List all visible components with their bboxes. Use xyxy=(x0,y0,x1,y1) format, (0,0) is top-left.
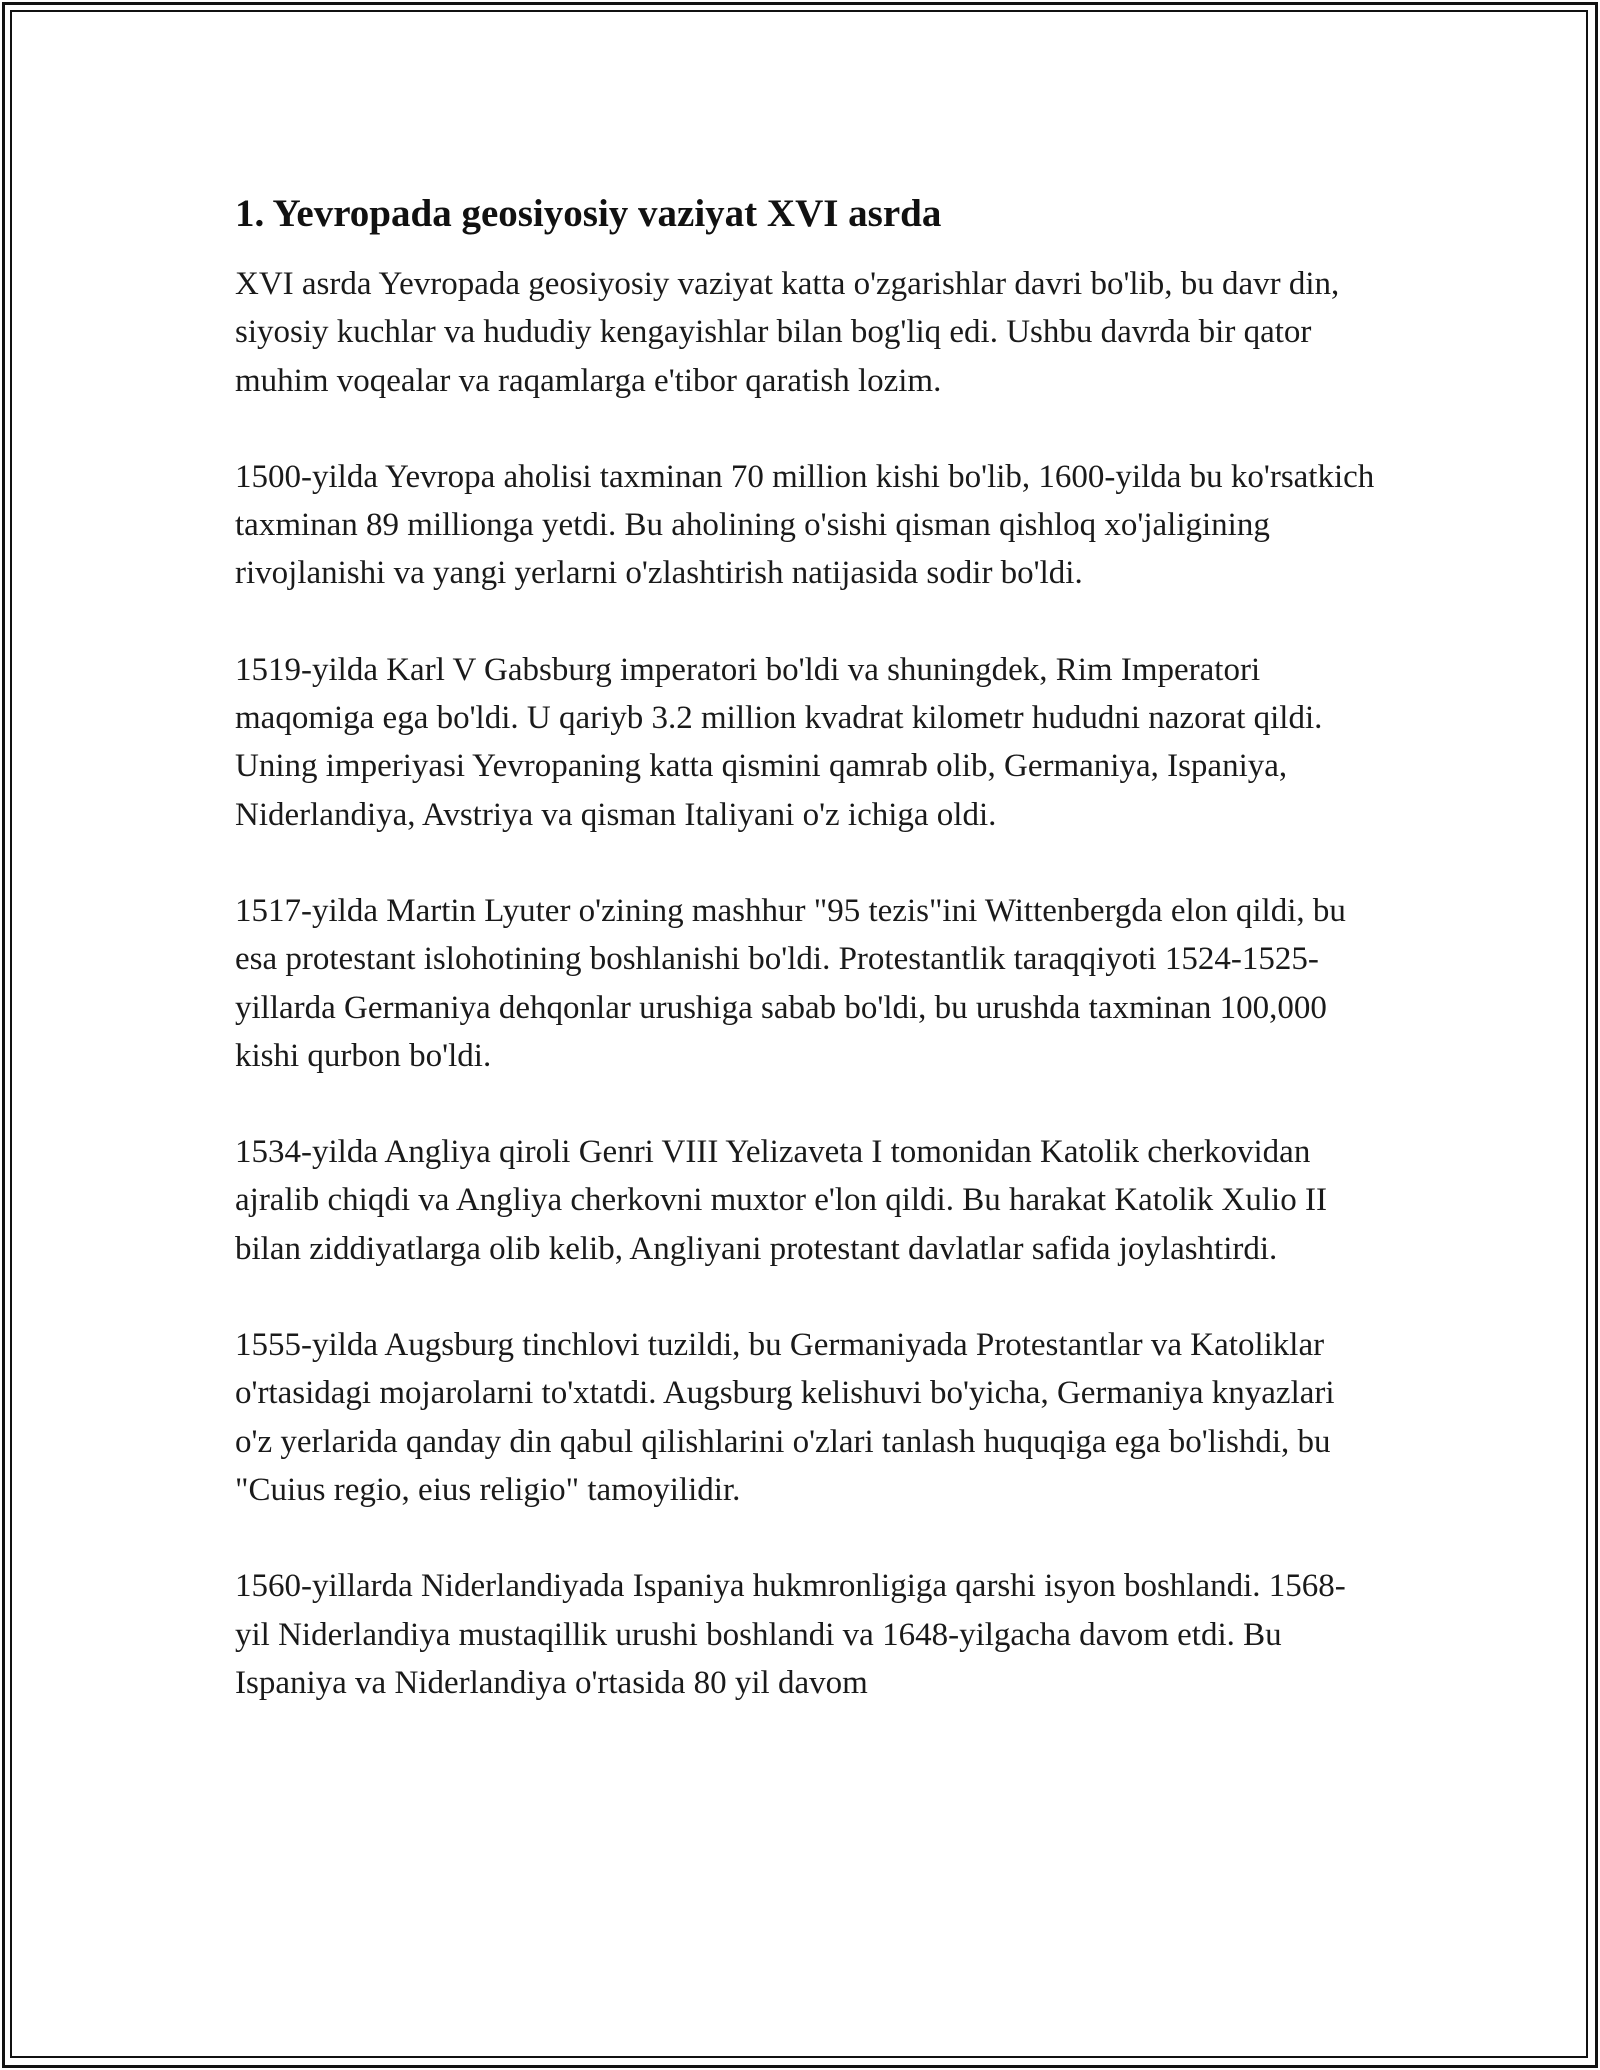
paragraph-charles-v: 1519-yilda Karl V Gabsburg imperatori bo'ldi va shuningdek, Rim Imperatori maqomiga ega bo'ldi. U qariyb 3.2 million kvadrat kilometr hududni nazorat qildi. Uning imperiyasi Yevropaning katta qismini qamrab olib, Germaniya, Ispaniya, Niderlandiya, Avstriya va qisman Italiyani o'z ichiga oldi. xyxy=(235,651,1323,833)
paragraph-luther: 1517-yilda Martin Lyuter o'zining mashhur "95 tezis"ini Wittenbergda elon qildi, bu esa protestant islohotining boshlanishi bo'ldi. Protestantlik taraqqiyoti 1524-1525-yillarda Germaniya dehqonlar urushiga sabab bo'ldi, bu urushda taxminan 100,000 kishi qurbon bo'ldi. xyxy=(235,892,1346,1074)
paragraph-augsburg: 1555-yilda Augsburg tinchlovi tuzildi, bu Germaniyada Protestantlar va Katoliklar o'rtasidagi mojarolarni to'xtatdi. Augsburg kelishuvi bo'yicha, Germaniya knyazlari o'z yerlarida qanday din qabul qilishlarini o'zlari tanlash huquqiga ega bo'lishdi, bu "Cuius regio, eius religio" tamoyilidir. xyxy=(235,1327,1335,1508)
document-body xyxy=(235,188,1375,1755)
paragraph-population: 1500-yilda Yevropa aholisi taxminan 70 million kishi bo'lib, 1600-yilda bu ko'rsatkich taxminan 89 millionga yetdi. Bu aholining o'sishi qisman qishloq xo'jaligining rivojlanishi va yangi yerlarni o'zlashtirish natijasida sodir bo'ldi. xyxy=(235,458,1375,592)
paragraph-intro: XVI asrda Yevropada geosiyosiy vaziyat katta o'zgarishlar davri bo'lib, bu davr din, siyosiy kuchlar va hududiy kengayishlar bilan bog'liq edi. Ushbu davrda bir qator muhim voqealar va raqamlarga e'tibor qaratish lozim. xyxy=(235,266,1340,399)
paragraph-netherlands: 1560-yillarda Niderlandiyada Ispaniya hukmronligiga qarshi isyon boshlandi. 1568-yil Niderlandiya mustaqillik urushi boshlandi va 1648-yilgacha davom etdi. Bu Ispaniya va Niderlandiya o'rtasida 80 yil davom xyxy=(235,1568,1346,1701)
paragraph-henry-viii: 1534-yilda Angliya qiroli Genri VIII Yelizaveta I tomonidan Katolik cherkovidan ajralib chiqdi va Angliya cherkovni muxtor e'lon qildi. Bu harakat Katolik Xulio II bilan ziddiyatlarga olib kelib, Angliyani protestant davlatlar safida joylashtirdi. xyxy=(235,1134,1327,1267)
section-heading: 1. Yevropada geosiyosiy vaziyat XVI asrda xyxy=(235,192,942,235)
